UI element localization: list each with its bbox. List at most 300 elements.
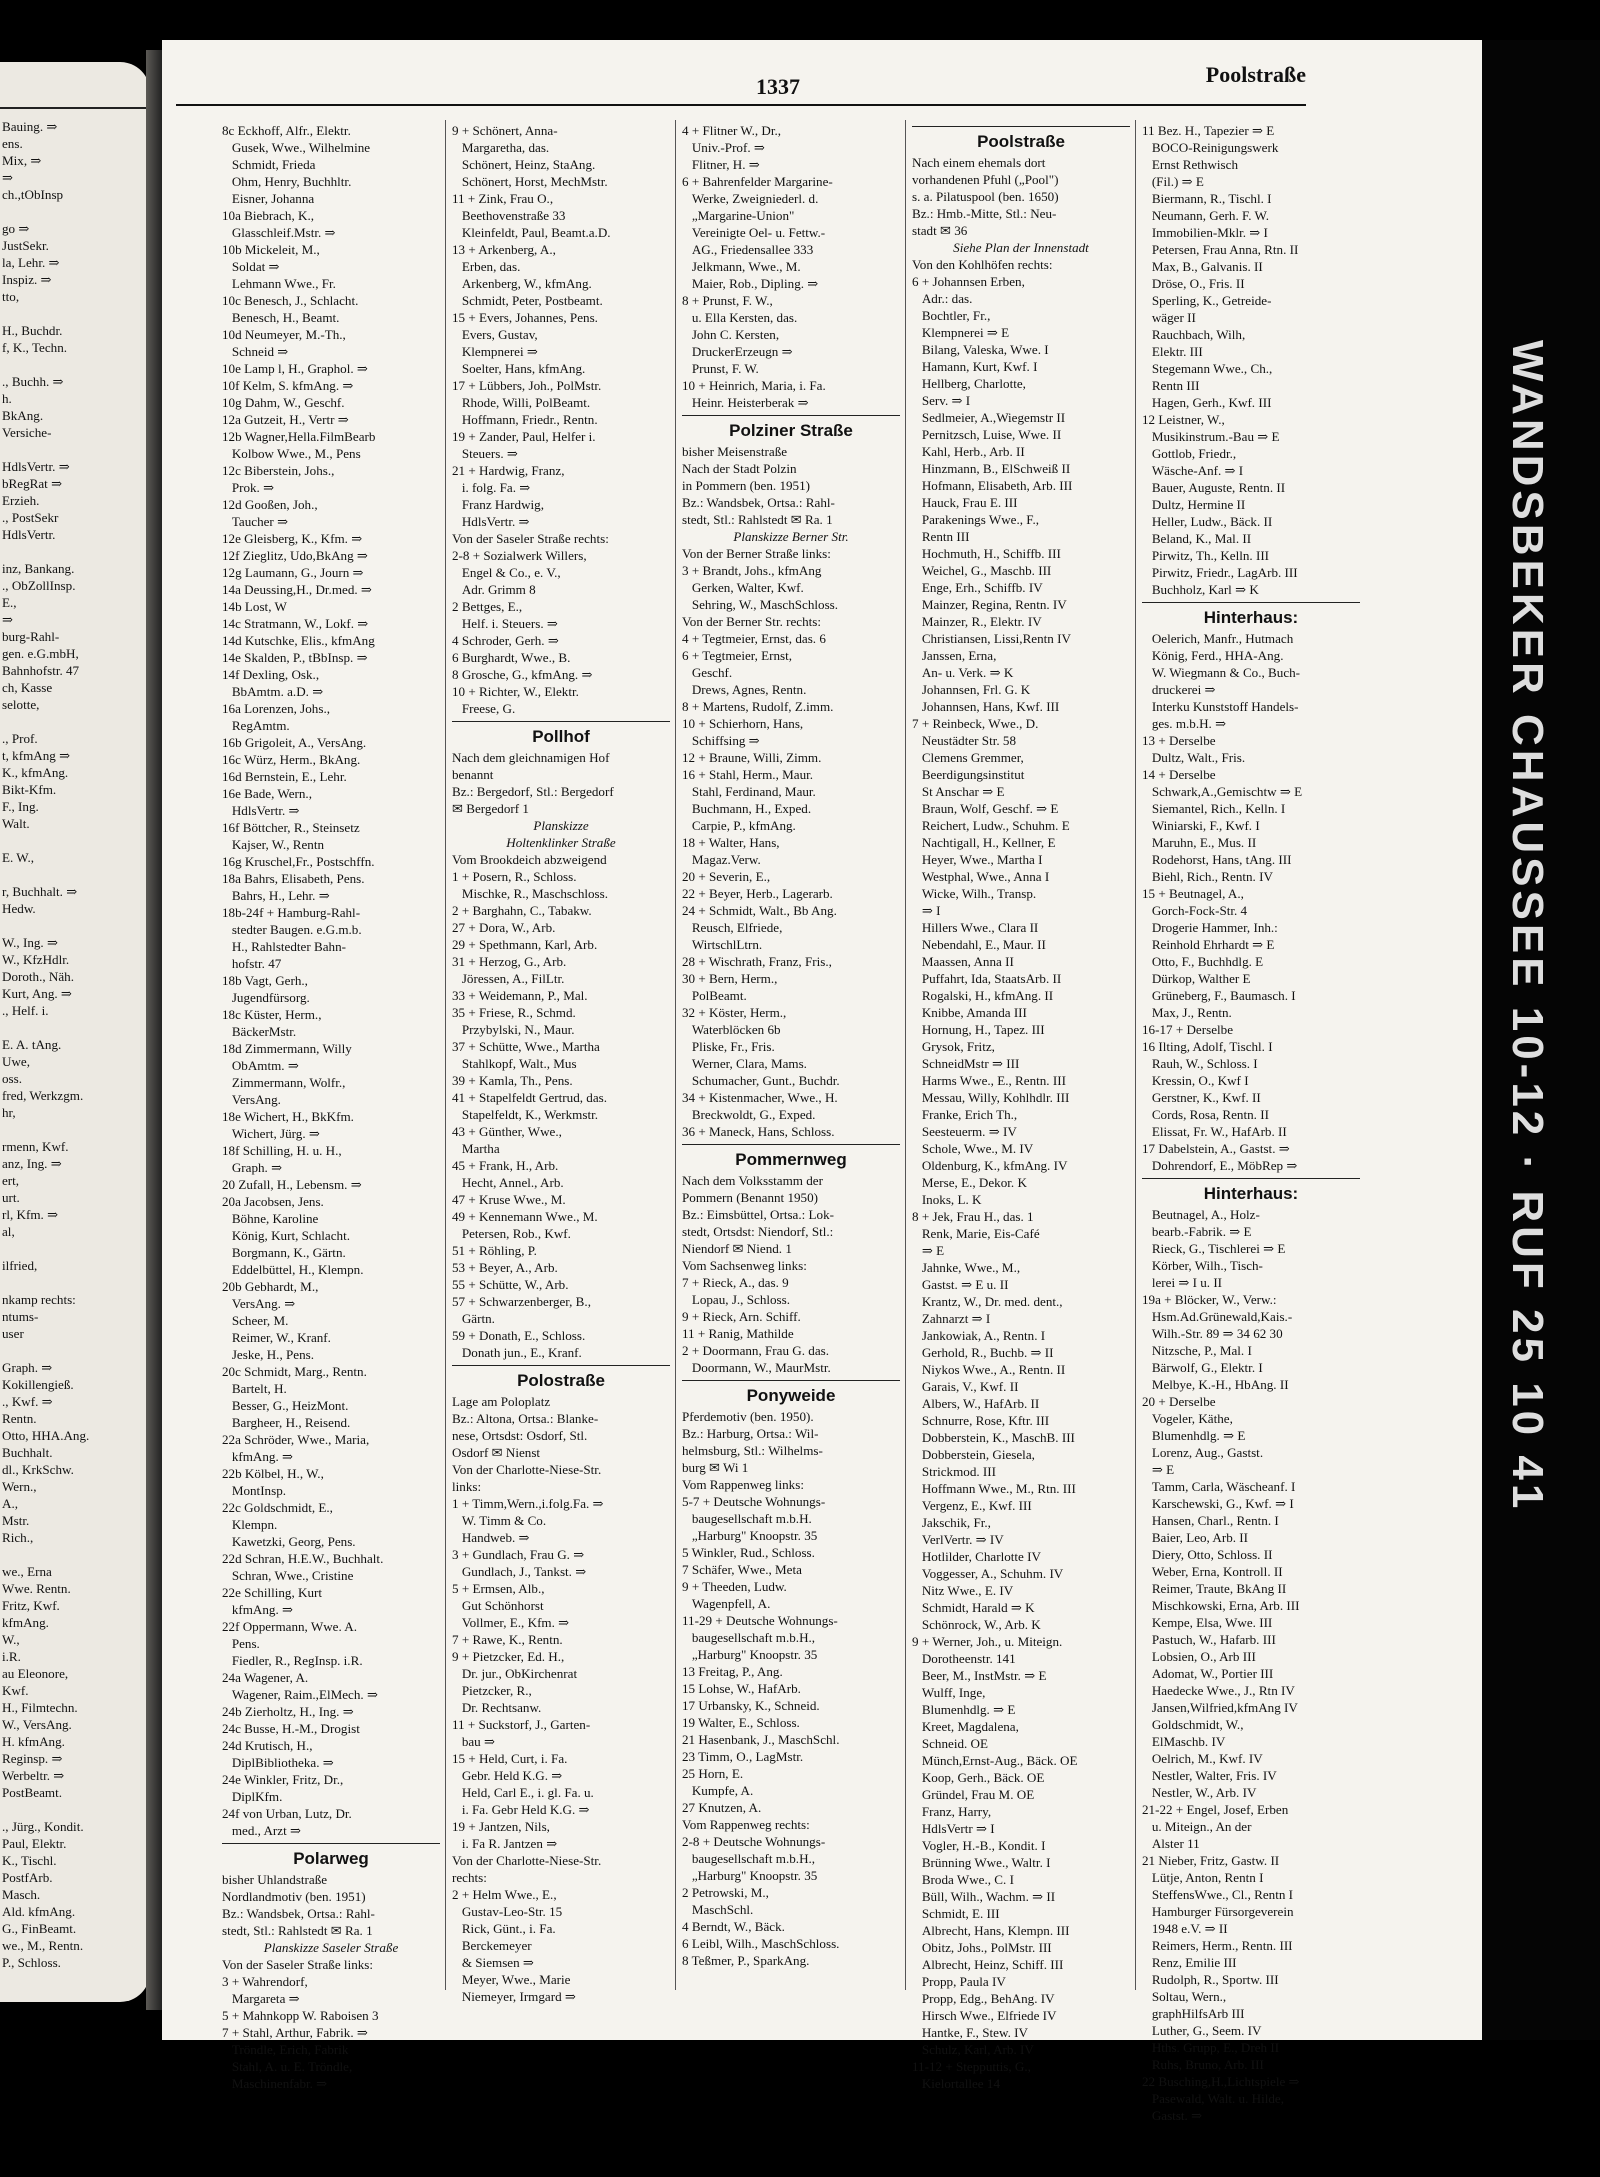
directory-entry-line: DruckerErzeugn ⇒ xyxy=(682,344,793,359)
left-fragment-line: W., Ing. ⇒ xyxy=(2,935,58,950)
directory-entry-line: Gusek, Wwe., Wilhelmine xyxy=(222,140,371,155)
directory-entry-line: 10e Lamp l, H., Graphol. ⇒ xyxy=(222,361,368,376)
directory-entry-line: Gut Schönhorst xyxy=(452,1598,544,1613)
directory-entry-line: Von der Berner Straße links: xyxy=(682,546,831,561)
directory-entry-line: 12f Zieglitz, Udo,BkAng ⇒ xyxy=(222,548,368,563)
directory-entry-line: Schneid. OE xyxy=(912,1736,989,1751)
left-fragment-line xyxy=(2,305,89,322)
directory-entry-line: Maruhn, E., Mus. II xyxy=(1142,835,1257,850)
left-fragment-line: HdlsVertr. ⇒ xyxy=(2,459,70,474)
directory-entry-line: nese, Ortsdst: Osdorf, Stl. xyxy=(452,1428,588,1443)
directory-entry-line: „Harburg" Knoopstr. 35 xyxy=(682,1868,818,1883)
left-page-rule xyxy=(0,107,146,109)
directory-entry-line: Dobberstein, K., MaschB. III xyxy=(912,1430,1075,1445)
directory-entry-line: Nach einem ehemals dort xyxy=(912,155,1046,170)
directory-entry-line: lerei ⇒ I u. II xyxy=(1142,1275,1223,1290)
directory-entry-line: Haedecke Wwe., J., Rtn IV xyxy=(1142,1683,1295,1698)
directory-entry-line: Gorch-Fock-Str. 4 xyxy=(1142,903,1248,918)
directory-entry-line: 11-29 + Deutsche Wohnungs- xyxy=(682,1613,838,1628)
directory-entry-line: 6 Leibl, Wilh., MaschSchloss. xyxy=(682,1936,840,1951)
directory-entry-line: HdlsVertr ⇒ I xyxy=(912,1821,995,1836)
directory-entry-line: Grysok, Fritz, xyxy=(912,1039,995,1054)
directory-entry-line: Schönert, Horst, MechMstr. xyxy=(452,174,608,189)
left-fragment-line: Bauing. ⇒ xyxy=(2,119,58,134)
directory-entry-line: 11 + Suckstorf, J., Garten- xyxy=(452,1717,591,1732)
left-fragment-line: Mstr. xyxy=(2,1513,30,1528)
left-fragment-line: oss. xyxy=(2,1071,23,1086)
directory-entry-line: 10 + Richter, W., Elektr. xyxy=(452,684,579,699)
directory-entry-line: Klempnerei ⇒ xyxy=(452,344,538,359)
directory-entry-line: Parakenings Wwe., F., xyxy=(912,512,1040,527)
directory-entry-line: Obitz, Johs., PolMstr. III xyxy=(912,1940,1052,1955)
left-fragment-line: Kwf. xyxy=(2,1683,29,1698)
directory-entry-line: Soelter, Hans, kfmAng. xyxy=(452,361,586,376)
directory-entry-line: Rhode, Willi, PolBeamt. xyxy=(452,395,591,410)
left-fragment-line: ntums- xyxy=(2,1309,39,1324)
left-page-edge xyxy=(0,62,150,2002)
left-fragment-line: burg-Rahl- xyxy=(2,629,60,644)
directory-entry-line: Klempn. xyxy=(222,1517,278,1532)
directory-entry-line: 4 Schroder, Gerh. ⇒ xyxy=(452,633,559,648)
directory-entry-line: Weichel, G., Maschb. III xyxy=(912,563,1052,578)
directory-entry-line: Reimers, Herm., Rentn. III xyxy=(1142,1938,1293,1953)
directory-entry-line: Büll, Wilh., Wachm. ⇒ II xyxy=(912,1889,1056,1904)
directory-entry-line: Brünning Wwe., Waltr. I xyxy=(912,1855,1051,1870)
directory-entry-line: wäger II xyxy=(1142,310,1196,325)
directory-entry-line: Hoffmann Wwe., M., Rtn. III xyxy=(912,1481,1076,1496)
directory-entry-line: s. a. Pilatuspool (ben. 1650) xyxy=(912,189,1059,204)
directory-entry-line: SteffensWwe., Cl., Rentn I xyxy=(1142,1887,1294,1902)
directory-entry-line: Kumpfe, A. xyxy=(682,1783,754,1798)
directory-entry-line: Heyer, Wwe., Martha I xyxy=(912,852,1043,867)
directory-entry-line: Soltau, Wern., xyxy=(1142,1989,1227,2004)
directory-entry-line: bau ⇒ xyxy=(452,1734,495,1749)
directory-entry-line: Schole, Wwe., M. IV xyxy=(912,1141,1034,1156)
directory-entry-line: Arkenberg, W., kfmAng. xyxy=(452,276,592,291)
directory-entry-line: Pastuch, W., Hafarb. III xyxy=(1142,1632,1276,1647)
directory-entry-line: 24 + Schmidt, Walt., Bb Ang. xyxy=(682,903,837,918)
directory-entry-line: 8 + Prunst, F. W., xyxy=(682,293,773,308)
directory-entry-line: Berckemeyer xyxy=(452,1938,532,1953)
directory-entry-line: 3 + Wahrendorf, xyxy=(222,1974,308,1989)
left-fragment-line: au Eleonore, xyxy=(2,1666,69,1681)
directory-entry-line: 2 + Barghahn, C., Tabakw. xyxy=(452,903,592,918)
directory-entry-line: Gundlach, J., Tankst. ⇒ xyxy=(452,1564,587,1579)
directory-entry-line: Schumacher, Gunt., Buchdr. xyxy=(682,1073,840,1088)
directory-entry-line: Mainzer, R., Elektr. IV xyxy=(912,614,1042,629)
directory-entry-line: 27 Knutzen, A. xyxy=(682,1800,762,1815)
directory-entry-line: Pietzcker, R., xyxy=(452,1683,532,1698)
directory-entry-line: 10 + Schierhorn, Hans, xyxy=(682,716,804,731)
directory-entry-line: 2-8 + Sozialwerk Willers, xyxy=(452,548,587,563)
directory-entry-line: 14b Lost, W xyxy=(222,599,287,614)
left-page-fragments xyxy=(2,118,89,1971)
directory-entry-line: 16g Kruschel,Fr., Postschffn. xyxy=(222,854,375,869)
directory-entry-line: Werner, Clara, Mams. xyxy=(682,1056,807,1071)
directory-entry-line: Handweb. ⇒ xyxy=(452,1530,530,1545)
directory-entry-line: 5 Winkler, Rud., Schloss. xyxy=(682,1545,815,1560)
directory-entry-line: druckerei ⇒ xyxy=(1142,682,1216,697)
directory-entry-line: 25 Horn, E. xyxy=(682,1766,744,1781)
directory-entry-line: Carpie, P., kfmAng. xyxy=(682,818,796,833)
directory-entry-line: Freese, G. xyxy=(452,701,516,716)
left-fragment-line: rmenn, Kwf. xyxy=(2,1139,69,1154)
directory-entry-line: Münch,Ernst-Aug., Bäck. OE xyxy=(912,1753,1078,1768)
directory-entry-line: Otto, F., Buchhdlg. E xyxy=(1142,954,1264,969)
directory-entry-line: Rauchbach, Wilh, xyxy=(1142,327,1246,342)
directory-entry-line: Renz, Emilie III xyxy=(1142,1955,1237,1970)
directory-entry-line: 37 + Schütte, Wwe., Martha xyxy=(452,1039,600,1054)
directory-entry-line: 53 + Beyer, A., Arb. xyxy=(452,1260,558,1275)
directory-entry-line: baugesellschaft m.b.H., xyxy=(682,1630,816,1645)
directory-entry-line: Univ.-Prof. ⇒ xyxy=(682,140,765,155)
directory-entry-line: 1 + Posern, R., Schloss. xyxy=(452,869,577,884)
directory-entry-line: Bahrs, H., Lehr. ⇒ xyxy=(222,888,330,903)
directory-entry-line: Meyer, Wwe., Marie xyxy=(452,1972,571,1987)
directory-entry-line: 7 + Rawe, K., Rentn. xyxy=(452,1632,563,1647)
left-fragment-line: E. W., xyxy=(2,850,35,865)
left-fragment-line: ens. xyxy=(2,136,23,151)
directory-entry-line: 24b Zierholtz, H., Ing. ⇒ xyxy=(222,1704,354,1719)
directory-entry-line: Prunst, F. W. xyxy=(682,361,759,376)
directory-entry-line: 49 + Kennemann Wwe., M. xyxy=(452,1209,598,1224)
directory-entry-line: Dürkop, Walther E xyxy=(1142,971,1251,986)
directory-entry-line: Max, J., Rentn. xyxy=(1142,1005,1232,1020)
directory-entry-line: Dultz, Hermine II xyxy=(1142,497,1246,512)
directory-entry-line: Jankowiak, A., Rentn. I xyxy=(912,1328,1046,1343)
directory-entry-line: Werke, Zweigniederl. d. xyxy=(682,191,819,206)
directory-entry-line: Schiffsing ⇒ xyxy=(682,733,760,748)
directory-entry-line: 28 + Wischrath, Franz, Fris., xyxy=(682,954,832,969)
directory-entry-line: Albrecht, Heinz, Schiff. III xyxy=(912,1957,1064,1972)
directory-entry-line: Petersen, Frau Anna, Rtn. II xyxy=(1142,242,1299,257)
directory-entry-line: HdlsVertr. ⇒ xyxy=(222,803,300,818)
left-fragment-line: K., kfmAng. xyxy=(2,765,69,780)
street-heading: Pollhof xyxy=(452,721,670,749)
directory-entry-line: 9 + Werner, Joh., u. Miteign. xyxy=(912,1634,1063,1649)
directory-entry-line: Nestler, Walter, Fris. IV xyxy=(1142,1768,1277,1783)
directory-entry-line: H., Rahlstedter Bahn- xyxy=(222,939,347,954)
directory-entry-line: Adomat, W., Portier III xyxy=(1142,1666,1274,1681)
directory-entry-line: DiplKfm. xyxy=(222,1789,283,1804)
directory-entry-line: Rudolph, R., Sportw. III xyxy=(1142,1972,1279,1987)
left-fragment-line: r, Buchhalt. ⇒ xyxy=(2,884,78,899)
directory-entry-line: Mainzer, Regina, Rentn. IV xyxy=(912,597,1067,612)
directory-entry-line: Bargheer, H., Reisend. xyxy=(222,1415,351,1430)
directory-entry-line: 12g Laumann, G., Journ ⇒ xyxy=(222,565,364,580)
left-fragment-line: go ⇒ xyxy=(2,221,30,236)
directory-entry-line: Gottlob, Friedr., xyxy=(1142,446,1237,461)
directory-entry-line: Beland, K., Mal. II xyxy=(1142,531,1252,546)
directory-entry-line: Siemantel, Rich., Kelln. I xyxy=(1142,801,1286,816)
directory-entry-line: Hauck, Frau E. III xyxy=(912,495,1018,510)
directory-entry-line: 31 + Herzog, G., Arb. xyxy=(452,954,567,969)
directory-entry-line: 22f Oppermann, Wwe. A. xyxy=(222,1619,358,1634)
left-fragment-line: PostBeamt. xyxy=(2,1785,63,1800)
directory-entry-line: 7 Schäfer, Wwe., Meta xyxy=(682,1562,802,1577)
directory-entry-line: Pferdemotiv (ben. 1950). xyxy=(682,1409,814,1424)
directory-entry-line: Graph. ⇒ xyxy=(222,1160,283,1175)
directory-entry-line: Lage am Poloplatz xyxy=(452,1394,551,1409)
directory-entry-line: Albers, W., HafArb. II xyxy=(912,1396,1040,1411)
directory-entry-line: Eisner, Johanna xyxy=(222,191,315,206)
directory-entry-line: 45 + Frank, H., Arb. xyxy=(452,1158,559,1173)
directory-entry-line: 6 + Bahrenfelder Margarine- xyxy=(682,174,833,189)
directory-entry-line: Puffahrt, Ida, StaatsArb. II xyxy=(912,971,1062,986)
directory-entry-line: Franz, Harry, xyxy=(912,1804,992,1819)
directory-entry-line: Merse, E., Dekor. K xyxy=(912,1175,1027,1190)
directory-entry-line: Ruhs, Bruno, Arb. III xyxy=(1142,2057,1264,2072)
left-fragment-line: Otto, HHA.Ang. xyxy=(2,1428,90,1443)
directory-entry-line: 22c Goldschmidt, E., xyxy=(222,1500,333,1515)
directory-entry-line: Von der Saseler Straße rechts: xyxy=(452,531,609,546)
left-fragment-line xyxy=(2,203,89,220)
directory-entry-line: 8 + Martens, Rudolf, Z.imm. xyxy=(682,699,834,714)
left-fragment-line xyxy=(2,356,89,373)
left-fragment-line: Paul, Elektr. xyxy=(2,1836,67,1851)
left-fragment-line: Hedw. xyxy=(2,901,36,916)
left-fragment-line: Erzieh. xyxy=(2,493,40,508)
directory-entry-line: 18 + Walter, Hans, xyxy=(682,835,780,850)
directory-entry-line: Ernst Rethwisch xyxy=(1142,157,1239,172)
left-fragment-line: Wern., xyxy=(2,1479,37,1494)
left-fragment-line: Werbeltr. ⇒ xyxy=(2,1768,65,1783)
directory-entry-line: stedt, Stl.: Rahlstedt ✉ Ra. 1 xyxy=(222,1923,373,1938)
directory-entry-line: Maschinenfabr. ⇒ xyxy=(222,2076,328,2091)
directory-entry-line: i. Fa. Gebr Held K.G. ⇒ xyxy=(452,1802,590,1817)
left-fragment-line: Fritz, Kwf. xyxy=(2,1598,60,1613)
directory-entry-line: Niendorf ✉ Niend. 1 xyxy=(682,1241,792,1256)
left-fragment-line: ., Helf. i. xyxy=(2,1003,49,1018)
directory-entry-line: Luther, G., Seem. IV xyxy=(1142,2023,1262,2038)
directory-entry-line: „Margarine-Union" xyxy=(682,208,795,223)
directory-entry-line: König, Ferd., HHA-Ang. xyxy=(1142,648,1284,663)
directory-entry-line: 20 + Derselbe xyxy=(1142,1394,1216,1409)
directory-entry-line: 6 + Johannsen Erben, xyxy=(912,274,1025,289)
left-fragment-line: selotte, xyxy=(2,697,40,712)
directory-entry-line: Osdorf ✉ Nienst xyxy=(452,1445,541,1460)
left-fragment-line: H., Filmtechn. xyxy=(2,1700,78,1715)
directory-entry-line: 11 Bez. H., Tapezier ⇒ E xyxy=(1142,123,1275,138)
directory-entry-line: Hagen, Gerh., Kwf. III xyxy=(1142,395,1272,410)
directory-entry-line: 22 Busching,H.,Lichtspiele ⇒ xyxy=(1142,2074,1300,2089)
directory-entry-line: Propp, Edg., BehAng. IV xyxy=(912,1991,1055,2006)
directory-entry-line: 21 Nieber, Fritz, Gastw. II xyxy=(1142,1853,1280,1868)
directory-entry-line: Przybylski, N., Maur. xyxy=(452,1022,575,1037)
directory-entry-line: Benesch, H., Beamt. xyxy=(222,310,340,325)
directory-entry-line: Inoks, L. K xyxy=(912,1192,982,1207)
directory-entry-line: Westphal, Wwe., Anna I xyxy=(912,869,1050,884)
directory-entry-line: Hochmuth, H., Schiffb. III xyxy=(912,546,1061,561)
left-fragment-line: Graph. ⇒ xyxy=(2,1360,53,1375)
directory-entry-line: 32 + Köster, Herm., xyxy=(682,1005,787,1020)
left-fragment-line: PostfArb. xyxy=(2,1870,53,1885)
directory-entry-line: Geschf. xyxy=(682,665,733,680)
directory-entry-line: Soldat ⇒ xyxy=(222,259,280,274)
left-fragment-line xyxy=(2,1546,89,1563)
directory-entry-line: hofstr. 47 xyxy=(222,956,282,971)
directory-entry-line: Lopau, J., Schloss. xyxy=(682,1292,791,1307)
directory-entry-line: Voggesser, A., Schuhm. IV xyxy=(912,1566,1064,1581)
directory-entry-line: med., Arzt ⇒ xyxy=(222,1823,301,1838)
directory-entry-line: Christiansen, Lissi,Rentn IV xyxy=(912,631,1071,646)
directory-entry-line: Schmidt, Peter, Postbeamt. xyxy=(452,293,603,308)
left-fragment-line: we., M., Rentn. xyxy=(2,1938,84,1953)
directory-entry-line: Oldenburg, K., kfmAng. IV xyxy=(912,1158,1068,1173)
directory-entry-line: 12e Gleisberg, K., Kfm. ⇒ xyxy=(222,531,363,546)
directory-entry-line: Bochtler, Fr., xyxy=(912,308,991,323)
left-fragment-line: Bahnhofstr. 47 xyxy=(2,663,80,678)
directory-entry-line: 17 + Lübbers, Joh., PolMstr. xyxy=(452,378,602,393)
directory-entry-line: 24d Krutisch, H., xyxy=(222,1738,313,1753)
directory-entry-line: Biehl, Rich., Rentn. IV xyxy=(1142,869,1273,884)
directory-entry-line: Von der Charlotte-Niese-Str. xyxy=(452,1462,602,1477)
directory-entry-line: Sedlmeier, A.,Wiegemstr II xyxy=(912,410,1066,425)
directory-entry-line: 18d Zimmermann, Willy xyxy=(222,1041,352,1056)
directory-entry-line: Beerdigungsinstitut xyxy=(912,767,1025,782)
directory-entry-line: 12c Biberstein, Johs., xyxy=(222,463,335,478)
directory-entry-line: 16b Grigoleit, A., VersAng. xyxy=(222,735,367,750)
directory-entry-line: An- u. Verk. ⇒ K xyxy=(912,665,1014,680)
directory-entry-line: Gustav-Leo-Str. 15 xyxy=(452,1904,563,1919)
directory-entry-line: Gerhold, R., Buchb. ⇒ II xyxy=(912,1345,1054,1360)
directory-entry-line: Gerken, Walter, Kwf. xyxy=(682,580,804,595)
directory-entry-line: Schneid ⇒ xyxy=(222,344,289,359)
directory-entry-line: Schulz, Karl, Arb. IV xyxy=(912,2042,1034,2057)
left-fragment-line: Ald. kfmAng. xyxy=(2,1904,76,1919)
directory-entry-line: 8c Eckhoff, Alfr., Elektr. xyxy=(222,123,351,138)
directory-entry-line: Koop, Gerh., Bäck. OE xyxy=(912,1770,1045,1785)
directory-entry-line: Beethovenstraße 33 xyxy=(452,208,566,223)
directory-entry-line: Schönert, Heinz, StaAng. xyxy=(452,157,596,172)
directory-entry-line: 23 Timm, O., LagMstr. xyxy=(682,1749,804,1764)
street-heading: Poolstraße xyxy=(912,126,1130,154)
directory-entry-line: Krantz, W., Dr. med. dent., xyxy=(912,1294,1063,1309)
directory-entry-line: Musikinstrum.-Bau ⇒ E xyxy=(1142,429,1280,444)
directory-entry-line: 33 + Weidemann, P., Mal. xyxy=(452,988,588,1003)
left-fragment-line: nkamp rechts: xyxy=(2,1292,76,1307)
directory-entry-line: Nachtigall, H., Kellner, E xyxy=(912,835,1056,850)
directory-entry-line: Borgmann, K., Gärtn. xyxy=(222,1245,346,1260)
directory-entry-line: Elektr. III xyxy=(1142,344,1203,359)
directory-entry-line: Fiedler, R., RegInsp. i.R. xyxy=(222,1653,363,1668)
directory-entry-line: Erben, das. xyxy=(452,259,521,274)
directory-entry-line: Melbye, K.-H., HbAng. II xyxy=(1142,1377,1289,1392)
directory-entry-line: stedt, Ortsdst: Niendorf, Stl.: xyxy=(682,1224,834,1239)
directory-entry-line: Vogler, H.-B., Kondit. I xyxy=(912,1838,1046,1853)
left-fragment-line xyxy=(2,543,89,560)
directory-entry-line: Heller, Ludw., Bäck. II xyxy=(1142,514,1273,529)
directory-entry-line: Adr.: das. xyxy=(912,291,973,306)
directory-entry-line: Broda Wwe., C. I xyxy=(912,1872,1014,1887)
directory-entry-line: 35 + Friese, R., Schmd. xyxy=(452,1005,576,1020)
directory-entry-line: 8 + Jek, Frau H., das. 1 xyxy=(912,1209,1034,1224)
directory-entry-line: Stahl, Ferdinand, Maur. xyxy=(682,784,816,799)
left-fragment-line: Rich., xyxy=(2,1530,34,1545)
directory-entry-line: Planskizze Saseler Straße xyxy=(263,1940,399,1955)
directory-entry-line: Schmidt, Frieda xyxy=(222,157,316,172)
directory-entry-line: VersAng. xyxy=(222,1092,281,1107)
directory-entry-line: Johannsen, Hans, Kwf. III xyxy=(912,699,1060,714)
directory-entry-line: Jelkmann, Wwe., M. xyxy=(682,259,801,274)
directory-entry-line: Flitner, H. ⇒ xyxy=(682,157,760,172)
directory-entry-line: Rogalski, H., kfmAng. II xyxy=(912,988,1054,1003)
directory-entry-line: Renk, Marie, Eis-Café xyxy=(912,1226,1040,1241)
left-fragment-line: ., ObZollInsp. xyxy=(2,578,76,593)
directory-entry-line: 2 Bettges, E., xyxy=(452,599,523,614)
directory-entry-line: i. Fa R. Jantzen ⇒ xyxy=(452,1836,558,1851)
left-fragment-line: G., FinBeamt. xyxy=(2,1921,77,1936)
directory-entry-line: Stahl, A. u. E. Tröndle, xyxy=(222,2059,353,2074)
directory-entry-line: vorhandenen Pfuhl („Pool") xyxy=(912,172,1059,187)
directory-entry-line: Helf. i. Steuers. ⇒ xyxy=(452,616,558,631)
directory-entry-line: 19 + Zander, Paul, Helfer i. xyxy=(452,429,596,444)
directory-entry-line: Bz.: Eimsbüttel, Ortsa.: Lok- xyxy=(682,1207,835,1222)
directory-entry-line: Nitz Wwe., E. IV xyxy=(912,1583,1014,1598)
directory-entry-line: Kajser, W., Rentn xyxy=(222,837,325,852)
directory-entry-line: Jeske, H., Pens. xyxy=(222,1347,315,1362)
directory-entry-line: Steuers. ⇒ xyxy=(452,446,518,461)
directory-entry-line: 30 + Bern, Herm., xyxy=(682,971,778,986)
left-fragment-line: h. xyxy=(2,391,12,406)
directory-entry-line: Cords, Rosa, Rentn. II xyxy=(1142,1107,1269,1122)
directory-entry-line: Gärtn. xyxy=(452,1311,495,1326)
left-fragment-line: E. A. tAng. xyxy=(2,1037,62,1052)
left-fragment-line: fred, Werkzgm. xyxy=(2,1088,84,1103)
directory-entry-line: Hornung, H., Tapez. III xyxy=(912,1022,1045,1037)
directory-entry-line: Kahl, Herb., Arb. II xyxy=(912,444,1025,459)
directory-entry-line: Hillers Wwe., Clara II xyxy=(912,920,1039,935)
directory-entry-line: 6 Burghardt, Wwe., B. xyxy=(452,650,571,665)
directory-entry-line: Jöressen, A., FilLtr. xyxy=(452,971,565,986)
directory-entry-line: Von den Kohlhöfen rechts: xyxy=(912,257,1053,272)
directory-entry-line: Pliske, Fr., Fris. xyxy=(682,1039,775,1054)
left-fragment-line: la, Lehr. ⇒ xyxy=(2,255,60,270)
strip-text: WANDSBEKER CHAUSSEE 10-12 · RUF 25 10 41 xyxy=(1503,340,1552,1513)
directory-entry-line: Neustädter Str. 58 xyxy=(912,733,1017,748)
directory-entry-line: BOCO-Reinigungswerk xyxy=(1142,140,1279,155)
directory-entry-line: 14d Kutschke, Elis., kfmAng xyxy=(222,633,375,648)
left-fragment-line: ., Kwf. ⇒ xyxy=(2,1394,53,1409)
left-fragment-line xyxy=(2,713,89,730)
directory-entry-line: 22 + Beyer, Herb., Lagerarb. xyxy=(682,886,833,901)
left-fragment-line: Masch. xyxy=(2,1887,41,1902)
directory-entry-line: St Anschar ⇒ E xyxy=(912,784,1005,799)
directory-entry-line: 21-22 + Engel, Josef, Erben xyxy=(1142,1802,1289,1817)
directory-entry-line: Siehe Plan der Innenstadt xyxy=(953,240,1089,255)
directory-entry-line: 1 + Timm,Wern.,i.folg.Fa. ⇒ xyxy=(452,1496,604,1511)
directory-entry-line: „Harburg" Knoopstr. 35 xyxy=(682,1647,818,1662)
directory-entry-line: Enge, Erh., Schiffb. IV xyxy=(912,580,1043,595)
directory-entry-line: Wilh.-Str. 89 ⇒ 34 62 30 xyxy=(1142,1326,1283,1341)
directory-entry-line: Wulff, Inge, xyxy=(912,1685,986,1700)
column-divider xyxy=(675,120,676,1990)
directory-entry-line: 17 Urbansky, K., Schneid. xyxy=(682,1698,820,1713)
directory-entry-line: Körber, Wilh., Tisch- xyxy=(1142,1258,1263,1273)
left-fragment-line: Inspiz. ⇒ xyxy=(2,272,52,287)
directory-entry-line: 10f Kelm, S. kfmAng. ⇒ xyxy=(222,378,354,393)
directory-entry-line: 2 + Helm Wwe., E., xyxy=(452,1887,557,1902)
left-fragment-line: Mix, ⇒ xyxy=(2,153,42,168)
left-fragment-line xyxy=(2,832,89,849)
directory-entry-line: 19 + Jantzen, Nils, xyxy=(452,1819,550,1834)
directory-entry-line: MaschSchl. xyxy=(682,1902,754,1917)
directory-entry-line: Pens. xyxy=(222,1636,260,1651)
directory-entry-line: 1948 e.V. ⇒ II xyxy=(1142,1921,1228,1936)
left-fragment-line: urt. xyxy=(2,1190,20,1205)
directory-column-1 xyxy=(222,122,440,2092)
directory-entry-line: Jugendfürsorg. xyxy=(222,990,310,1005)
